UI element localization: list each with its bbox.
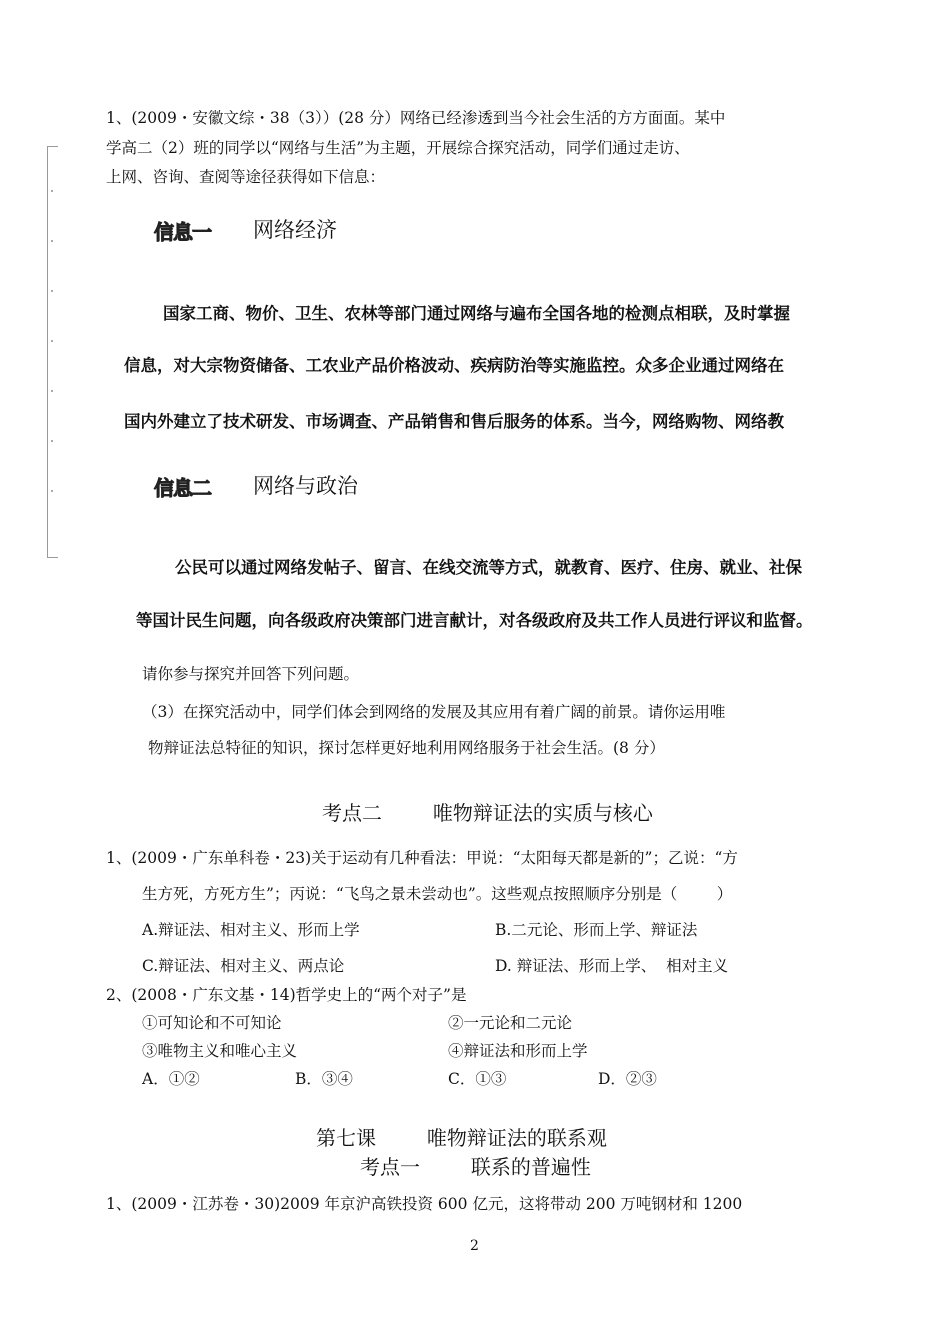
- info-text-line: 等国计民生问题，向各级政府决策部门进言献计，对各级政府及共工作人员进行评议和监督。: [136, 611, 813, 630]
- prompt-line: （3）在探究活动中，同学们体会到网络的发展及其应用有着广阔的前景。请你运用唯: [142, 703, 726, 721]
- statement-item: ③唯物主义和唯心主义: [142, 1042, 298, 1060]
- question-line: 1、(2009・江苏卷・30)2009 年京沪高铁投资 600 亿元，这将带动 200 万吨钢材和 1200: [106, 1195, 743, 1213]
- margin-dot: [51, 340, 53, 342]
- info-text-line: 国家工商、物价、卫生、农林等部门通过网络与遍布全国各地的检测点相联，及时掌握: [163, 304, 790, 323]
- statement-item: ②一元论和二元论: [448, 1014, 573, 1032]
- margin-bracket: [47, 146, 58, 558]
- margin-dot: [51, 440, 53, 442]
- question-intro-line: 1、(2009・安徽文综・38（3））(28 分）网络已经渗透到当今社会生活的方方面面。某中: [106, 109, 726, 127]
- lesson-heading: 第七课 唯物辩证法的联系观: [316, 1126, 607, 1150]
- prompt-line: 物辩证法总特征的知识，探讨怎样更好地利用网络服务于社会生活。(8 分）: [148, 739, 665, 757]
- info-title: 网络经济: [253, 218, 337, 242]
- margin-dot: [51, 290, 53, 292]
- question-intro-line: 上网、咨询、查阅等途径获得如下信息：: [106, 168, 386, 186]
- info-text-line: 信息，对大宗物资储备、工农业产品价格波动、疾病防治等实施监控。众多企业通过网络在: [124, 356, 784, 375]
- question-line: 1、(2009・广东单科卷・23)关于运动有几种看法：甲说：“太阳每天都是新的”；乙说：“方: [106, 849, 738, 867]
- option-d: D．②③: [598, 1070, 657, 1088]
- page-number: 2: [470, 1238, 479, 1254]
- info-text-line: 国内外建立了技术研发、市场调查、产品销售和售后服务的体系。当今，网络购物、网络教: [124, 412, 784, 431]
- prompt-line: 请你参与探究并回答下列问题。: [142, 665, 360, 683]
- margin-dot: [51, 190, 53, 192]
- margin-dot: [51, 490, 53, 492]
- info-title: 网络与政治: [253, 474, 358, 498]
- question-line: 2、(2008・广东文基・14)哲学史上的“两个对子”是: [106, 986, 467, 1004]
- option-a: A.辩证法、相对主义、形而上学: [142, 921, 360, 939]
- option-d: D. 辩证法、形而上学、 相对主义: [495, 957, 729, 975]
- section-heading: 考点二 唯物辩证法的实质与核心: [322, 801, 653, 825]
- option-c: C.辩证法、相对主义、两点论: [142, 957, 345, 975]
- option-c: C．①③: [448, 1070, 507, 1088]
- question-intro-line: 学高二（2）班的同学以“网络与生活”为主题，开展综合探究活动，同学们通过走访、: [106, 139, 690, 157]
- margin-dot: [51, 240, 53, 242]
- question-line: 生方死，方死方生”；丙说：“飞鸟之景未尝动也”。这些观点按照顺序分别是（ ）: [142, 885, 733, 903]
- option-b: B.二元论、形而上学、辩证法: [495, 921, 698, 939]
- info-label: 信息二: [154, 476, 211, 500]
- statement-item: ④辩证法和形而上学: [448, 1042, 588, 1060]
- margin-dot: [51, 390, 53, 392]
- statement-item: ①可知论和不可知论: [142, 1014, 282, 1032]
- option-b: B．③④: [295, 1070, 353, 1088]
- info-label: 信息一: [154, 220, 211, 244]
- section-heading: 考点一 联系的普遍性: [360, 1155, 591, 1179]
- info-text-line: 公民可以通过网络发帖子、留言、在线交流等方式，就教育、医疗、住房、就业、社保: [175, 558, 802, 577]
- option-a: A．①②: [142, 1070, 200, 1088]
